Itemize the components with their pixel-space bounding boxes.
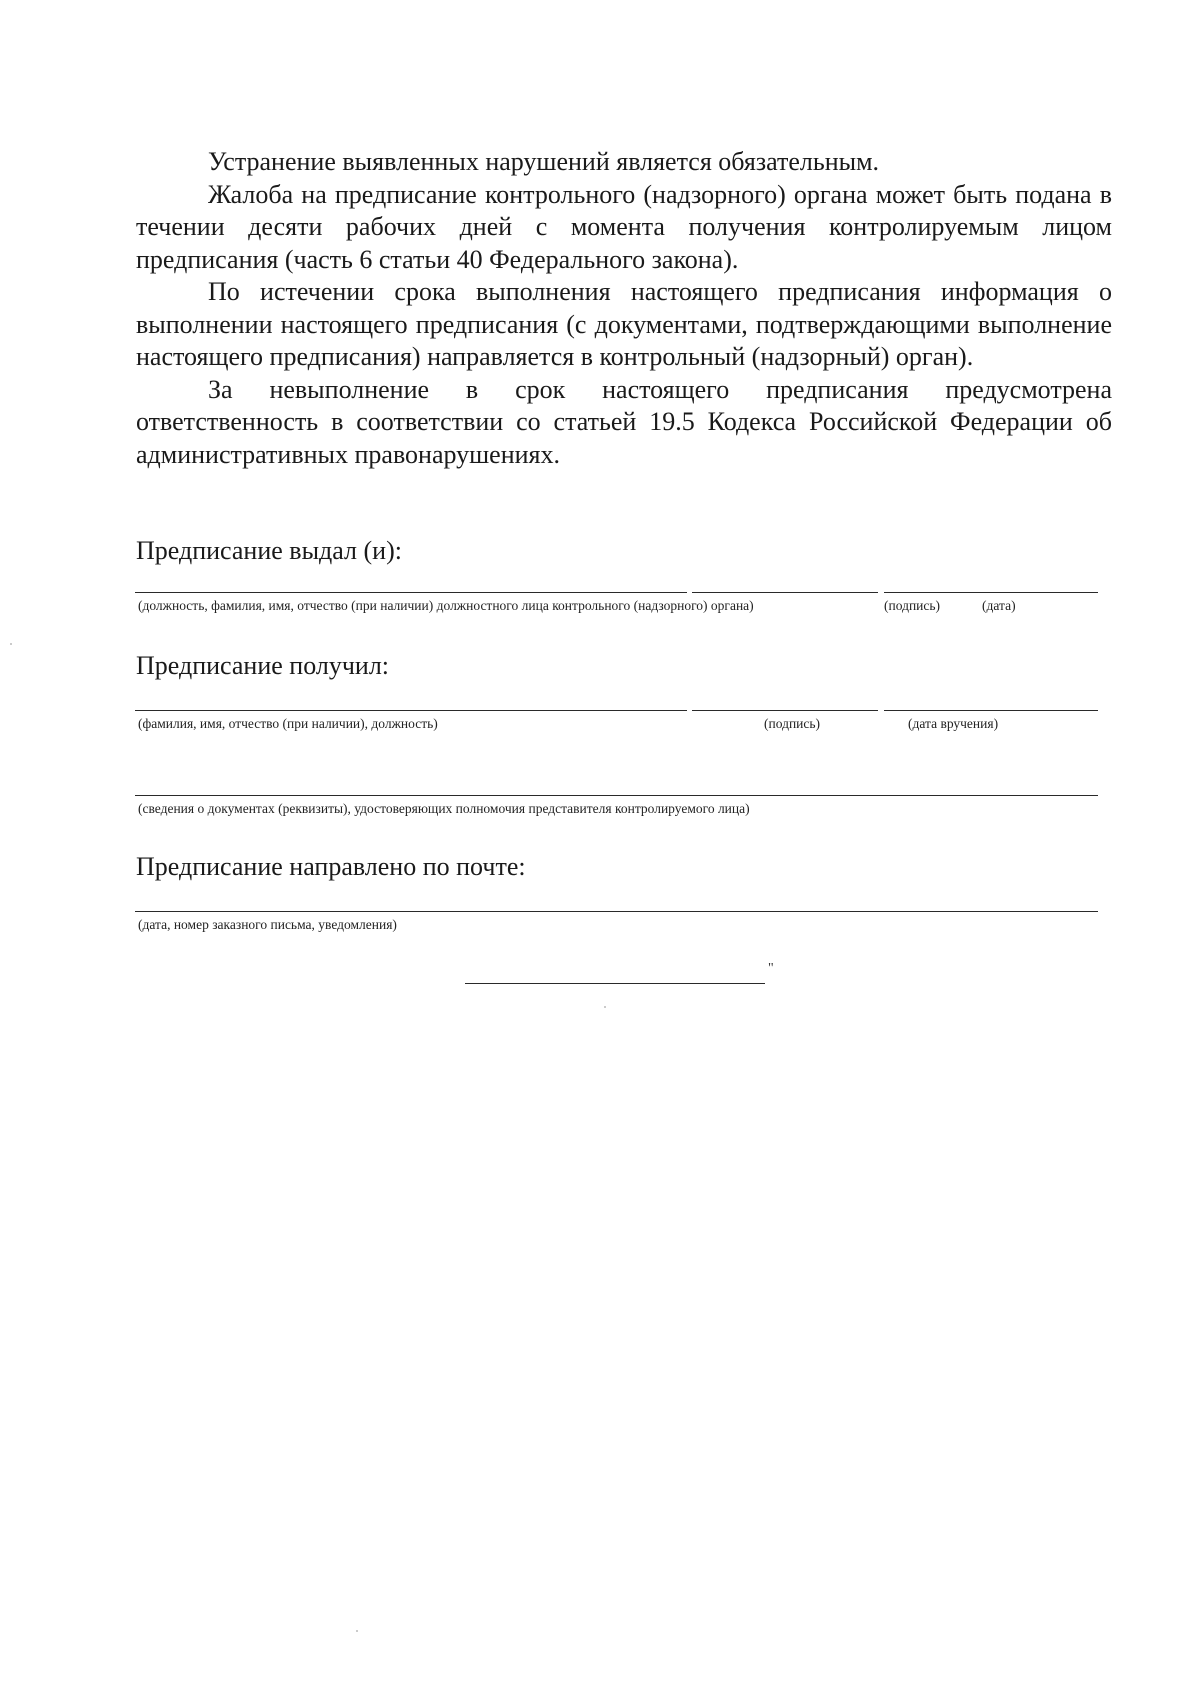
- received-signature-line: [692, 710, 878, 711]
- received-date-line: [884, 710, 1098, 711]
- issued-official-line: [135, 592, 687, 593]
- scan-speck: [356, 1630, 358, 1632]
- paragraph-complaint: Жалоба на предписание контрольного (надзорного) органа может быть подана в течении десяти рабочих дней с момента получения контролируемым лицом предписания (часть 6 статьи 40 Федерального закона).: [136, 179, 1112, 274]
- footer-mark: ": [768, 961, 774, 976]
- issued-signature-line: [692, 592, 878, 593]
- received-date-caption: (дата вручения): [908, 716, 999, 731]
- received-documents-line: [135, 795, 1098, 796]
- received-name-caption: (фамилия, имя, отчество (при наличии), должность): [138, 716, 438, 731]
- received-documents-caption: (сведения о документах (реквизиты), удостоверяющих полномочия представителя контролируемого лица): [138, 801, 750, 816]
- mailed-line: [135, 911, 1098, 912]
- received-name-line: [135, 710, 687, 711]
- paragraph-liability: За невыполнение в срок настоящего предписания предусмотрена ответственность в соответствии со статьей 19.5 Кодекса Российской Федерации об административных правонарушениях.: [136, 374, 1112, 469]
- issued-official-caption: (должность, фамилия, имя, отчество (при наличии) должностного лица контрольного (надзорного) органа): [138, 598, 754, 613]
- paragraph-obligation: Устранение выявленных нарушений является обязательным.: [208, 147, 880, 176]
- issued-label: Предписание выдал (и):: [136, 536, 402, 565]
- mailed-label: Предписание направлено по почте:: [136, 852, 526, 881]
- footer-line: [465, 983, 765, 984]
- scan-speck: [604, 1006, 606, 1008]
- main-text: [136, 146, 1112, 471]
- received-signature-caption: (подпись): [764, 716, 821, 731]
- issued-date-line: [884, 592, 1098, 593]
- paragraph-reporting: По истечении срока выполнения настоящего предписания информация о выполнении настоящего предписания (с документами, подтверждающими выполнение настоящего предписания) направляется в контрольный (надзорный) орган).: [136, 277, 1112, 371]
- scan-speck: [10, 643, 12, 645]
- mailed-caption: (дата, номер заказного письма, уведомления): [138, 917, 397, 932]
- issued-date-caption: (дата): [982, 598, 1016, 613]
- issued-signature-caption: (подпись): [884, 598, 941, 613]
- received-label: Предписание получил:: [136, 651, 390, 680]
